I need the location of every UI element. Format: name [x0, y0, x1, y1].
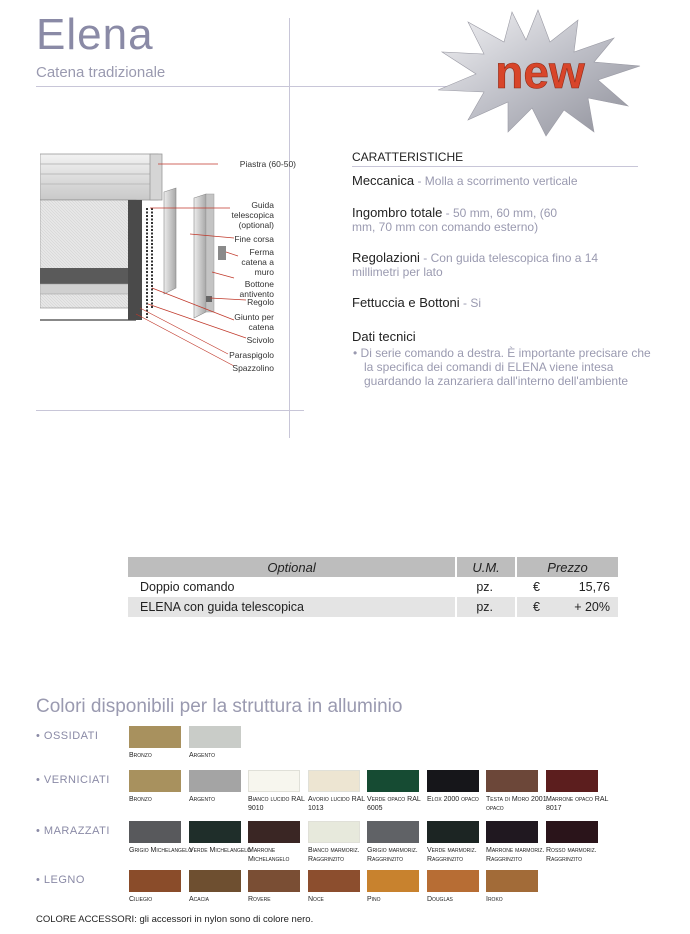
page-subtitle: Catena tradizionale — [36, 64, 166, 81]
color-swatch-label: Rovere — [248, 896, 271, 903]
product-diagram — [40, 148, 302, 388]
color-swatch-label: Bianco lucido RAL 9010 — [248, 796, 305, 812]
label-scivolo: Scivolo — [246, 335, 274, 345]
color-swatch-label: Grigio marmoriz. Raggrinzito — [367, 847, 418, 863]
spec-value: - Molla a scorrimento verticale — [414, 174, 578, 188]
color-swatch-label: Argento — [189, 796, 215, 803]
color-swatch — [427, 821, 479, 843]
color-swatch-label: Grigio Michelangelo — [129, 847, 192, 854]
euro-icon: € — [516, 577, 548, 597]
color-swatch-label: Bronzo — [129, 752, 152, 759]
color-swatch — [308, 770, 360, 792]
color-swatch — [189, 870, 241, 892]
color-swatch-label: Verde opaco RAL 6005 — [367, 796, 421, 812]
color-swatch — [486, 770, 538, 792]
label-piastra: Piastra (60-50) — [239, 159, 296, 169]
label-fine-corsa: Fine corsa — [234, 234, 274, 244]
color-swatch-label: Iroko — [486, 896, 503, 903]
color-swatch — [546, 770, 598, 792]
color-swatch-label: Argento — [189, 752, 215, 759]
dati-tecnici-heading: Dati tecnici — [352, 329, 416, 344]
color-swatch-label: Pino — [367, 896, 381, 903]
color-swatch-label: Marrone marmoriz. Raggrinzito — [486, 847, 545, 863]
color-swatch-label: Testa di Moro 2001 opaco — [486, 796, 547, 812]
color-swatch — [367, 770, 419, 792]
label-regolo: Regolo — [247, 297, 274, 307]
dati-tecnici-body: Di serie comando a destra. È importante precisare che la specifica dei comandi di ELENA viene intesa guardando la zanzariera dall'interno dell'ambiente — [360, 346, 651, 388]
optional-table — [128, 557, 618, 617]
label-bottone-antivento: Bottone antivento — [239, 279, 274, 299]
spec-value: - Si — [459, 296, 482, 310]
row-name: ELENA con guida telescopica — [128, 597, 456, 617]
color-swatch-label: Acacia — [189, 896, 209, 903]
label-spazzolino: Spazzolino — [232, 363, 274, 373]
col-optional: Optional — [128, 557, 456, 577]
color-swatch-label: Rosso marmoriz. Raggrinzito — [546, 847, 597, 863]
color-swatch-label: Elox 2000 opaco — [427, 796, 479, 803]
color-swatch — [427, 770, 479, 792]
color-swatch — [427, 870, 479, 892]
color-swatch-label: Verde marmoriz. Raggrinzito — [427, 847, 477, 863]
characteristics-heading: CARATTERISTICHE — [352, 150, 464, 164]
color-swatch — [189, 821, 241, 843]
new-badge — [428, 6, 648, 138]
color-swatch-label: Marrone opaco RAL 8017 — [546, 796, 609, 812]
label-giunto: Giunto per catena — [234, 312, 274, 332]
color-swatch — [367, 821, 419, 843]
label-paraspigolo: Paraspigolo — [229, 350, 274, 360]
row-um: pz. — [456, 597, 516, 617]
color-group-label: • MARAZZATI — [36, 825, 110, 837]
color-swatch-label: Noce — [308, 896, 324, 903]
table-row — [128, 597, 618, 617]
row-price: 15,76 — [548, 577, 618, 597]
col-prezzo: Prezzo — [516, 557, 618, 577]
page-title: Elena — [36, 10, 154, 59]
footer-note: COLORE ACCESSORI: gli accessori in nylon sono di colore nero. — [36, 914, 314, 925]
color-swatch-label: Bianco marmoriz. Raggrinzito — [308, 847, 360, 863]
colors-title: Colori disponibili per la struttura in alluminio — [36, 696, 403, 717]
label-ferma-catena: Ferma catena a muro — [241, 247, 274, 277]
diagram-bottom-divider — [36, 410, 304, 411]
color-swatch — [486, 870, 538, 892]
color-swatch — [189, 726, 241, 748]
color-swatch-label: Ciliegio — [129, 896, 153, 903]
dati-tecnici-text — [352, 346, 652, 388]
color-swatch — [248, 821, 300, 843]
starburst-icon — [428, 6, 648, 138]
color-swatch — [129, 770, 181, 792]
color-group-label: • VERNICIATI — [36, 774, 110, 786]
spec-key: Meccanica — [352, 173, 415, 188]
spec-key: Ingombro totale — [352, 205, 443, 220]
color-swatch-label: Marrone Michelangelo — [248, 847, 290, 863]
row-name: Doppio comando — [128, 577, 456, 597]
spec-fettuccia — [352, 296, 652, 310]
color-swatch — [129, 821, 181, 843]
label-guida-telescopica: Guida telescopica (optional) — [231, 200, 274, 230]
horizontal-divider — [36, 86, 456, 87]
spec-meccanica — [352, 174, 652, 188]
color-swatch — [367, 870, 419, 892]
row-price: + 20% — [548, 597, 618, 617]
color-swatch-label: Avorio lucido RAL 1013 — [308, 796, 365, 812]
new-label: new — [495, 46, 585, 98]
color-group-label: • OSSIDATI — [36, 730, 99, 742]
spec-value: - Con guida telescopica fino a 14 millimetri per lato — [352, 251, 599, 279]
color-group-label: • LEGNO — [36, 874, 85, 886]
color-swatch-label: Bronzo — [129, 796, 152, 803]
characteristics-divider — [352, 166, 638, 167]
spec-regolazioni — [352, 251, 622, 279]
color-swatch — [308, 870, 360, 892]
table-row — [128, 577, 618, 597]
color-swatch — [248, 770, 300, 792]
color-swatch — [129, 870, 181, 892]
bullet-icon: • — [353, 346, 361, 360]
row-um: pz. — [456, 577, 516, 597]
spec-key: Regolazioni — [352, 250, 420, 265]
color-swatch — [546, 821, 598, 843]
spec-value: - 50 mm, 60 mm, (60 mm, 70 mm con comando esterno) — [352, 206, 558, 234]
color-swatch — [308, 821, 360, 843]
color-swatch — [189, 770, 241, 792]
spec-key: Fettuccia e Bottoni — [352, 295, 460, 310]
color-swatch — [486, 821, 538, 843]
color-swatch-label: Verde Michelangelo — [189, 847, 251, 854]
euro-icon: € — [516, 597, 548, 617]
col-um: U.M. — [456, 557, 516, 577]
table-header-row — [128, 557, 618, 577]
spec-ingombro — [352, 206, 582, 234]
color-swatch — [248, 870, 300, 892]
color-swatch-label: Douglas — [427, 896, 453, 903]
color-swatch — [129, 726, 181, 748]
